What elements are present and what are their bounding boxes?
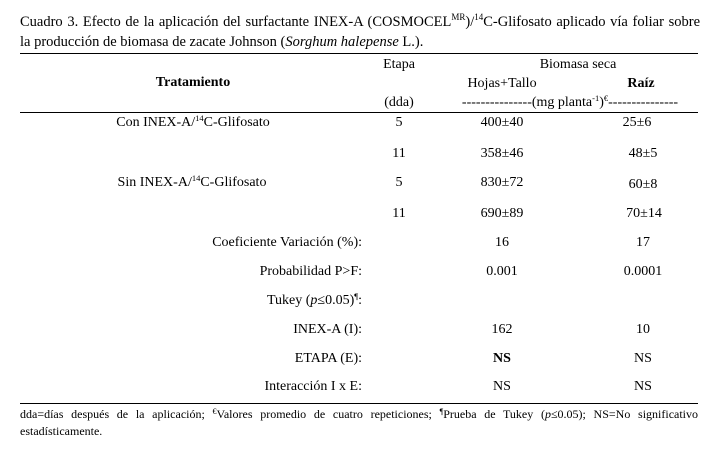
hojas-cell: 400±40 bbox=[480, 115, 524, 130]
stat-raiz: 10 bbox=[636, 322, 650, 337]
treatment-label bbox=[118, 174, 267, 192]
stat-label: Interacción I x E: bbox=[264, 379, 362, 394]
stat-label: Coeficiente Variación (%): bbox=[212, 235, 362, 250]
units-superscript: -1 bbox=[592, 93, 600, 103]
stat-hojas: 162 bbox=[491, 322, 513, 337]
footnote-superscript: ¶ bbox=[439, 407, 444, 416]
etapa-cell: 5 bbox=[395, 175, 403, 190]
caption-text: C-Glifosato aplicado vía foliar sobre la producción de biomasa de zacate Johnson ( bbox=[20, 14, 700, 50]
table-caption bbox=[20, 12, 700, 52]
top-rule bbox=[20, 53, 698, 54]
etapa-cell: 11 bbox=[392, 206, 406, 221]
treatment-text: C-Glifosato bbox=[200, 175, 267, 190]
header-hojas-tallo: Hojas+Tallo bbox=[467, 76, 537, 91]
header-raiz: Raíz bbox=[627, 76, 655, 91]
footnote-italic: p bbox=[544, 407, 551, 421]
stat-label: ETAPA (E): bbox=[294, 351, 362, 366]
units-text: --------------- bbox=[608, 95, 679, 110]
header-units bbox=[462, 94, 678, 112]
header-etapa: Etapa bbox=[383, 57, 415, 72]
stat-raiz: 0.0001 bbox=[623, 264, 663, 279]
etapa-cell: 5 bbox=[395, 115, 403, 130]
tukey-text: ≤0.05) bbox=[317, 293, 355, 308]
stat-raiz: 17 bbox=[636, 235, 650, 250]
header-tratamiento: Tratamiento bbox=[155, 75, 231, 90]
stat-hojas: NS bbox=[493, 351, 511, 366]
raiz-cell: 25±6 bbox=[622, 115, 652, 130]
etapa-cell: 11 bbox=[392, 146, 406, 161]
header-rule bbox=[20, 112, 698, 113]
footnote-text: Prueba de Tukey ( bbox=[443, 407, 545, 421]
treatment-superscript: 14 bbox=[195, 113, 204, 123]
header-dda: (dda) bbox=[384, 95, 414, 110]
treatment-text: Con INEX-A/ bbox=[116, 115, 196, 130]
tukey-label bbox=[267, 292, 362, 310]
tukey-superscript: ¶ bbox=[354, 291, 359, 301]
tukey-italic: p bbox=[310, 293, 318, 308]
treatment-label bbox=[116, 114, 270, 132]
raiz-cell: 70±14 bbox=[626, 206, 662, 221]
footnote-text: dda=días después de la aplicación; bbox=[20, 407, 213, 421]
stat-label: Probabilidad P>F: bbox=[259, 264, 362, 279]
raiz-cell: 48±5 bbox=[628, 146, 658, 161]
stat-raiz: NS bbox=[634, 379, 652, 394]
treatment-text: Sin INEX-A/ bbox=[117, 175, 192, 190]
footnote-superscript: € bbox=[212, 407, 217, 416]
stat-hojas: 16 bbox=[495, 235, 509, 250]
footnote-text: ≤0.05); NS=No significativo estadísticamente. bbox=[20, 407, 699, 438]
caption-species: Sorghum halepense bbox=[285, 34, 399, 50]
caption-text: )/ bbox=[465, 14, 475, 30]
hojas-cell: 830±72 bbox=[480, 175, 524, 190]
treatment-superscript: 14 bbox=[191, 173, 201, 183]
bottom-rule bbox=[20, 403, 698, 404]
caption-superscript: 14 bbox=[474, 12, 484, 22]
units-text: ) bbox=[599, 95, 604, 110]
stat-raiz: NS bbox=[634, 351, 652, 366]
header-biomasa: Biomasa seca bbox=[539, 57, 617, 72]
units-text: ---------------(mg planta bbox=[461, 95, 593, 110]
units-superscript: € bbox=[603, 93, 609, 103]
hojas-cell: 358±46 bbox=[480, 146, 524, 161]
treatment-text: C-Glifosato bbox=[203, 115, 270, 130]
hojas-cell: 690±89 bbox=[480, 206, 524, 221]
tukey-text: : bbox=[358, 293, 362, 308]
table-footnote bbox=[20, 406, 698, 440]
raiz-cell: 60±8 bbox=[628, 177, 658, 192]
caption-text: Cuadro 3. Efecto de la aplicación del surfactante INEX-A (COSMOCEL bbox=[20, 14, 452, 30]
footnote-text: Valores promedio de cuatro repeticiones; bbox=[216, 407, 440, 421]
stat-hojas: NS bbox=[493, 379, 511, 394]
stat-hojas: 0.001 bbox=[486, 264, 518, 279]
stat-label: INEX-A (I): bbox=[293, 322, 362, 337]
caption-text: L.). bbox=[398, 34, 424, 50]
tukey-text: Tukey ( bbox=[266, 293, 311, 308]
caption-superscript: MR bbox=[451, 12, 466, 22]
